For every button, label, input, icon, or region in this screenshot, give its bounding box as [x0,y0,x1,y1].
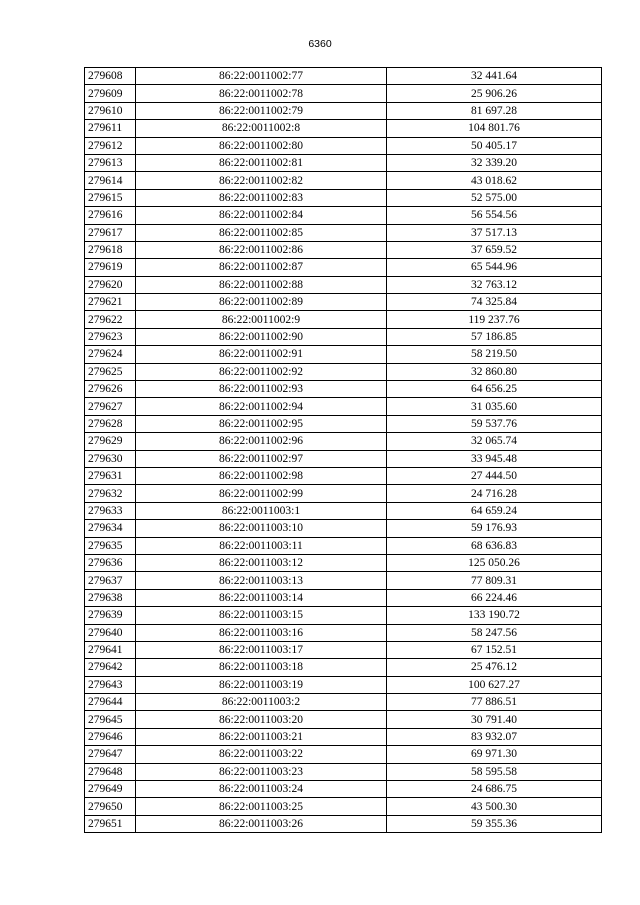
cadastral-value-cell: 65 544.96 [387,259,602,276]
table-row [85,85,602,102]
cadastral-value-cell: 133 190.72 [387,607,602,624]
cadastral-number-cell: 86:22:0011003:18 [136,659,387,676]
cadastral-number-cell: 86:22:0011002:92 [136,363,387,380]
table-row [85,172,602,189]
table-row [85,815,602,832]
cadastral-value-cell: 125 050.26 [387,554,602,571]
cadastral-number-cell: 86:22:0011003:22 [136,746,387,763]
row-number-cell: 279610 [85,102,136,119]
cadastral-value-cell: 67 152.51 [387,641,602,658]
cadastral-value-cell: 32 860.80 [387,363,602,380]
cadastral-value-cell: 57 186.85 [387,328,602,345]
row-number-cell: 279608 [85,68,136,85]
cadastral-value-cell: 68 636.83 [387,537,602,554]
cadastral-value-cell: 52 575.00 [387,189,602,206]
cadastral-number-cell: 86:22:0011003:23 [136,763,387,780]
page-number: 6360 [308,38,332,50]
cadastral-number-cell: 86:22:0011003:26 [136,815,387,832]
table-row [85,728,602,745]
cadastral-number-cell: 86:22:0011002:81 [136,154,387,171]
cadastral-value-cell: 37 517.13 [387,224,602,241]
cadastral-number-cell: 86:22:0011003:2 [136,694,387,711]
cadastral-value-cell: 74 325.84 [387,294,602,311]
table-row [85,537,602,554]
cadastral-number-cell: 86:22:0011002:9 [136,311,387,328]
cadastral-number-cell: 86:22:0011003:13 [136,572,387,589]
cadastral-number-cell: 86:22:0011002:82 [136,172,387,189]
table-row [85,120,602,137]
table-row [85,554,602,571]
row-number-cell: 279628 [85,415,136,432]
row-number-cell: 279623 [85,328,136,345]
cadastral-value-cell: 64 656.25 [387,381,602,398]
row-number-cell: 279645 [85,711,136,728]
row-number-cell: 279627 [85,398,136,415]
cadastral-number-cell: 86:22:0011002:89 [136,294,387,311]
cadastral-number-cell: 86:22:0011002:85 [136,224,387,241]
table-row [85,502,602,519]
table-row [85,189,602,206]
row-number-cell: 279638 [85,589,136,606]
cadastral-number-cell: 86:22:0011003:16 [136,624,387,641]
row-number-cell: 279631 [85,467,136,484]
table-row [85,467,602,484]
cadastral-value-cell: 27 444.50 [387,467,602,484]
table-row [85,798,602,815]
table-body [85,68,602,833]
row-number-cell: 279641 [85,641,136,658]
cadastral-value-cell: 69 971.30 [387,746,602,763]
row-number-cell: 279617 [85,224,136,241]
table-row [85,137,602,154]
row-number-cell: 279644 [85,694,136,711]
cadastral-value-table [84,67,602,833]
cadastral-number-cell: 86:22:0011003:10 [136,520,387,537]
cadastral-value-cell: 50 405.17 [387,137,602,154]
table-row [85,746,602,763]
cadastral-value-cell: 119 237.76 [387,311,602,328]
table-row [85,346,602,363]
row-number-cell: 279642 [85,659,136,676]
table-row [85,450,602,467]
table-row [85,363,602,380]
table-row [85,676,602,693]
table-row [85,311,602,328]
row-number-cell: 279636 [85,554,136,571]
cadastral-value-cell: 43 018.62 [387,172,602,189]
cadastral-number-cell: 86:22:0011003:25 [136,798,387,815]
cadastral-value-cell: 104 801.76 [387,120,602,137]
row-number-cell: 279609 [85,85,136,102]
table-row [85,259,602,276]
row-number-cell: 279637 [85,572,136,589]
row-number-cell: 279611 [85,120,136,137]
row-number-cell: 279640 [85,624,136,641]
cadastral-number-cell: 86:22:0011002:88 [136,276,387,293]
cadastral-number-cell: 86:22:0011002:90 [136,328,387,345]
row-number-cell: 279622 [85,311,136,328]
cadastral-value-cell: 33 945.48 [387,450,602,467]
row-number-cell: 279634 [85,520,136,537]
table-row [85,68,602,85]
cadastral-number-cell: 86:22:0011002:91 [136,346,387,363]
cadastral-value-cell: 77 809.31 [387,572,602,589]
cadastral-number-cell: 86:22:0011002:83 [136,189,387,206]
cadastral-value-cell: 83 932.07 [387,728,602,745]
cadastral-number-cell: 86:22:0011003:21 [136,728,387,745]
cadastral-value-cell: 32 763.12 [387,276,602,293]
row-number-cell: 279630 [85,450,136,467]
row-number-cell: 279626 [85,381,136,398]
cadastral-number-cell: 86:22:0011002:97 [136,450,387,467]
table-row [85,607,602,624]
cadastral-number-cell: 86:22:0011002:94 [136,398,387,415]
table-row [85,328,602,345]
table-row [85,102,602,119]
row-number-cell: 279639 [85,607,136,624]
row-number-cell: 279619 [85,259,136,276]
row-number-cell: 279612 [85,137,136,154]
cadastral-value-cell: 77 886.51 [387,694,602,711]
cadastral-value-cell: 100 627.27 [387,676,602,693]
cadastral-number-cell: 86:22:0011002:95 [136,415,387,432]
row-number-cell: 279650 [85,798,136,815]
row-number-cell: 279651 [85,815,136,832]
cadastral-value-cell: 81 697.28 [387,102,602,119]
table-row [85,624,602,641]
cadastral-number-cell: 86:22:0011003:17 [136,641,387,658]
cadastral-value-cell: 56 554.56 [387,207,602,224]
cadastral-number-cell: 86:22:0011003:1 [136,502,387,519]
table-row [85,224,602,241]
cadastral-value-cell: 32 339.20 [387,154,602,171]
table-row [85,572,602,589]
row-number-cell: 279618 [85,241,136,258]
row-number-cell: 279648 [85,763,136,780]
row-number-cell: 279624 [85,346,136,363]
cadastral-number-cell: 86:22:0011002:8 [136,120,387,137]
cadastral-number-cell: 86:22:0011002:86 [136,241,387,258]
cadastral-value-cell: 25 476.12 [387,659,602,676]
table-row [85,398,602,415]
table-row [85,763,602,780]
table-row [85,381,602,398]
table-row [85,433,602,450]
cadastral-value-cell: 66 224.46 [387,589,602,606]
table-row [85,520,602,537]
cadastral-value-cell: 32 441.64 [387,68,602,85]
cadastral-number-cell: 86:22:0011002:98 [136,467,387,484]
cadastral-number-cell: 86:22:0011002:79 [136,102,387,119]
row-number-cell: 279614 [85,172,136,189]
cadastral-value-cell: 32 065.74 [387,433,602,450]
table-row [85,276,602,293]
cadastral-value-cell: 58 219.50 [387,346,602,363]
cadastral-value-cell: 24 686.75 [387,781,602,798]
cadastral-number-cell: 86:22:0011002:78 [136,85,387,102]
table-row [85,294,602,311]
row-number-cell: 279643 [85,676,136,693]
row-number-cell: 279620 [85,276,136,293]
row-number-cell: 279613 [85,154,136,171]
row-number-cell: 279616 [85,207,136,224]
cadastral-value-cell: 64 659.24 [387,502,602,519]
row-number-cell: 279632 [85,485,136,502]
row-number-cell: 279647 [85,746,136,763]
table-row [85,154,602,171]
cadastral-value-cell: 58 247.56 [387,624,602,641]
cadastral-number-cell: 86:22:0011003:14 [136,589,387,606]
row-number-cell: 279633 [85,502,136,519]
row-number-cell: 279629 [85,433,136,450]
table-row [85,711,602,728]
cadastral-number-cell: 86:22:0011003:19 [136,676,387,693]
cadastral-number-cell: 86:22:0011002:84 [136,207,387,224]
row-number-cell: 279625 [85,363,136,380]
row-number-cell: 279635 [85,537,136,554]
row-number-cell: 279649 [85,781,136,798]
table-row [85,641,602,658]
cadastral-number-cell: 86:22:0011002:77 [136,68,387,85]
cadastral-value-cell: 31 035.60 [387,398,602,415]
cadastral-value-cell: 25 906.26 [387,85,602,102]
table-row [85,694,602,711]
cadastral-number-cell: 86:22:0011003:15 [136,607,387,624]
table-row [85,241,602,258]
row-number-cell: 279615 [85,189,136,206]
cadastral-value-cell: 43 500.30 [387,798,602,815]
cadastral-number-cell: 86:22:0011002:99 [136,485,387,502]
table-row [85,589,602,606]
cadastral-number-cell: 86:22:0011003:20 [136,711,387,728]
cadastral-number-cell: 86:22:0011003:11 [136,537,387,554]
cadastral-number-cell: 86:22:0011002:96 [136,433,387,450]
cadastral-number-cell: 86:22:0011003:24 [136,781,387,798]
cadastral-value-cell: 24 716.28 [387,485,602,502]
table-row [85,207,602,224]
table-row [85,415,602,432]
cadastral-number-cell: 86:22:0011002:87 [136,259,387,276]
row-number-cell: 279621 [85,294,136,311]
row-number-cell: 279646 [85,728,136,745]
cadastral-value-cell: 59 537.76 [387,415,602,432]
table-row [85,659,602,676]
cadastral-value-cell: 59 176.93 [387,520,602,537]
table-row [85,781,602,798]
cadastral-number-cell: 86:22:0011002:80 [136,137,387,154]
cadastral-number-cell: 86:22:0011003:12 [136,554,387,571]
cadastral-value-cell: 37 659.52 [387,241,602,258]
cadastral-number-cell: 86:22:0011002:93 [136,381,387,398]
table-row [85,485,602,502]
cadastral-value-cell: 30 791.40 [387,711,602,728]
cadastral-value-cell: 59 355.36 [387,815,602,832]
cadastral-value-cell: 58 595.58 [387,763,602,780]
